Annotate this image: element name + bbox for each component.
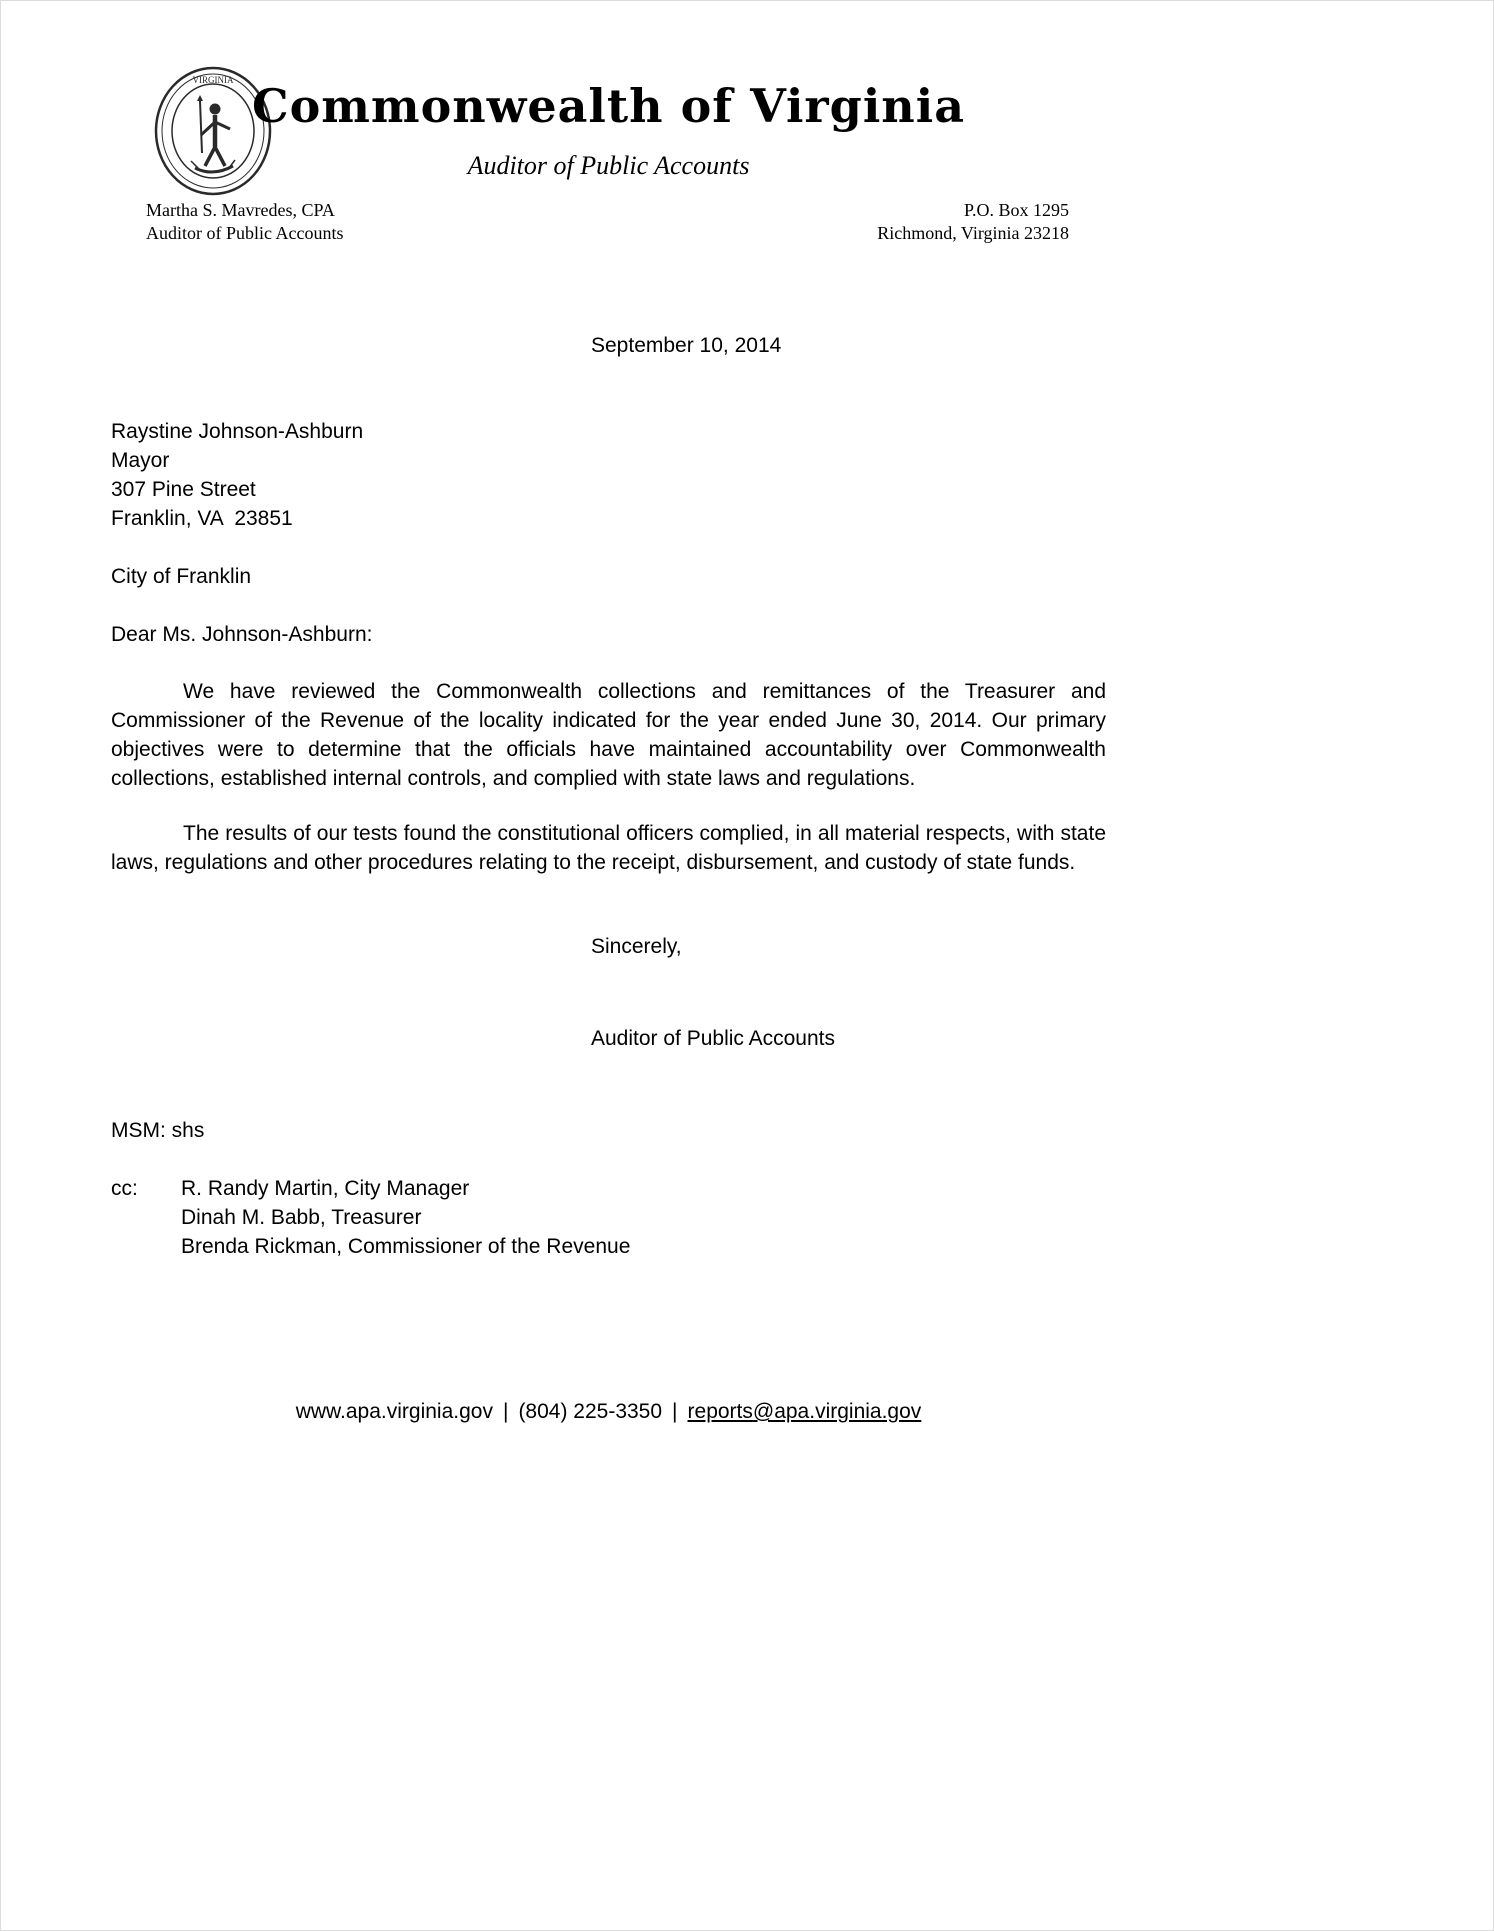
- footer-contact-line: [111, 1397, 1106, 1426]
- footer-website: www.apa.virginia.gov: [295, 1400, 493, 1423]
- sender-name: Martha S. Mavredes, CPA: [146, 200, 335, 220]
- city-state-zip: Richmond, Virginia 23218: [877, 223, 1069, 243]
- body-paragraph-1: We have reviewed the Commonwealth collections and remittances of the Treasurer and Commissioner of the Revenue of the locality indicated for the year ended June 30, 2014. Our primary objectives were to determine that the officials have maintained accountability over Commonwealth collections, established internal controls, and complied with state laws and regulations.: [111, 680, 1106, 790]
- letter-date: September 10, 2014: [591, 334, 782, 357]
- org-name: Commonwealth of Virginia: [251, 79, 966, 133]
- recipient-name: Raystine Johnson-Ashburn: [111, 420, 364, 443]
- po-box: P.O. Box 1295: [963, 200, 1069, 220]
- recipient-street: 307 Pine Street: [111, 478, 256, 501]
- seal-text: VIRGINIA: [192, 75, 234, 85]
- closing: Sincerely,: [591, 935, 682, 958]
- cc-item: R. Randy Martin, City Manager: [181, 1177, 470, 1200]
- salutation: Dear Ms. Johnson-Ashburn:: [111, 623, 373, 646]
- recipient-address-block: [111, 417, 363, 533]
- footer-email-link[interactable]: reports@apa.virginia.gov: [687, 1400, 922, 1423]
- footer-separator: |: [672, 1400, 678, 1423]
- sender-contact-block: [146, 199, 343, 245]
- cc-list: [181, 1174, 630, 1261]
- recipient-city-state-zip: Franklin, VA 23851: [111, 507, 293, 530]
- recipient-title: Mayor: [111, 449, 170, 472]
- locality-line: City of Franklin: [111, 565, 252, 588]
- sender-title: Auditor of Public Accounts: [146, 223, 344, 243]
- cc-item: Dinah M. Babb, Treasurer: [181, 1206, 422, 1229]
- office-address-block: [877, 199, 1069, 245]
- signature-title: Auditor of Public Accounts: [591, 1027, 835, 1050]
- cc-label: cc:: [111, 1177, 138, 1200]
- cc-block: [111, 1174, 630, 1261]
- cc-item: Brenda Rickman, Commissioner of the Revenue: [181, 1235, 631, 1258]
- footer-separator: |: [502, 1400, 509, 1423]
- footer-phone: (804) 225-3350: [518, 1400, 663, 1423]
- reference-initials: MSM: shs: [111, 1119, 205, 1142]
- org-subtitle: Auditor of Public Accounts: [467, 151, 750, 180]
- body-paragraph-2: The results of our tests found the constitutional officers complied, in all material respects, with state laws, regulations and other procedures relating to the receipt, disbursement, and custody of state funds.: [111, 822, 1106, 874]
